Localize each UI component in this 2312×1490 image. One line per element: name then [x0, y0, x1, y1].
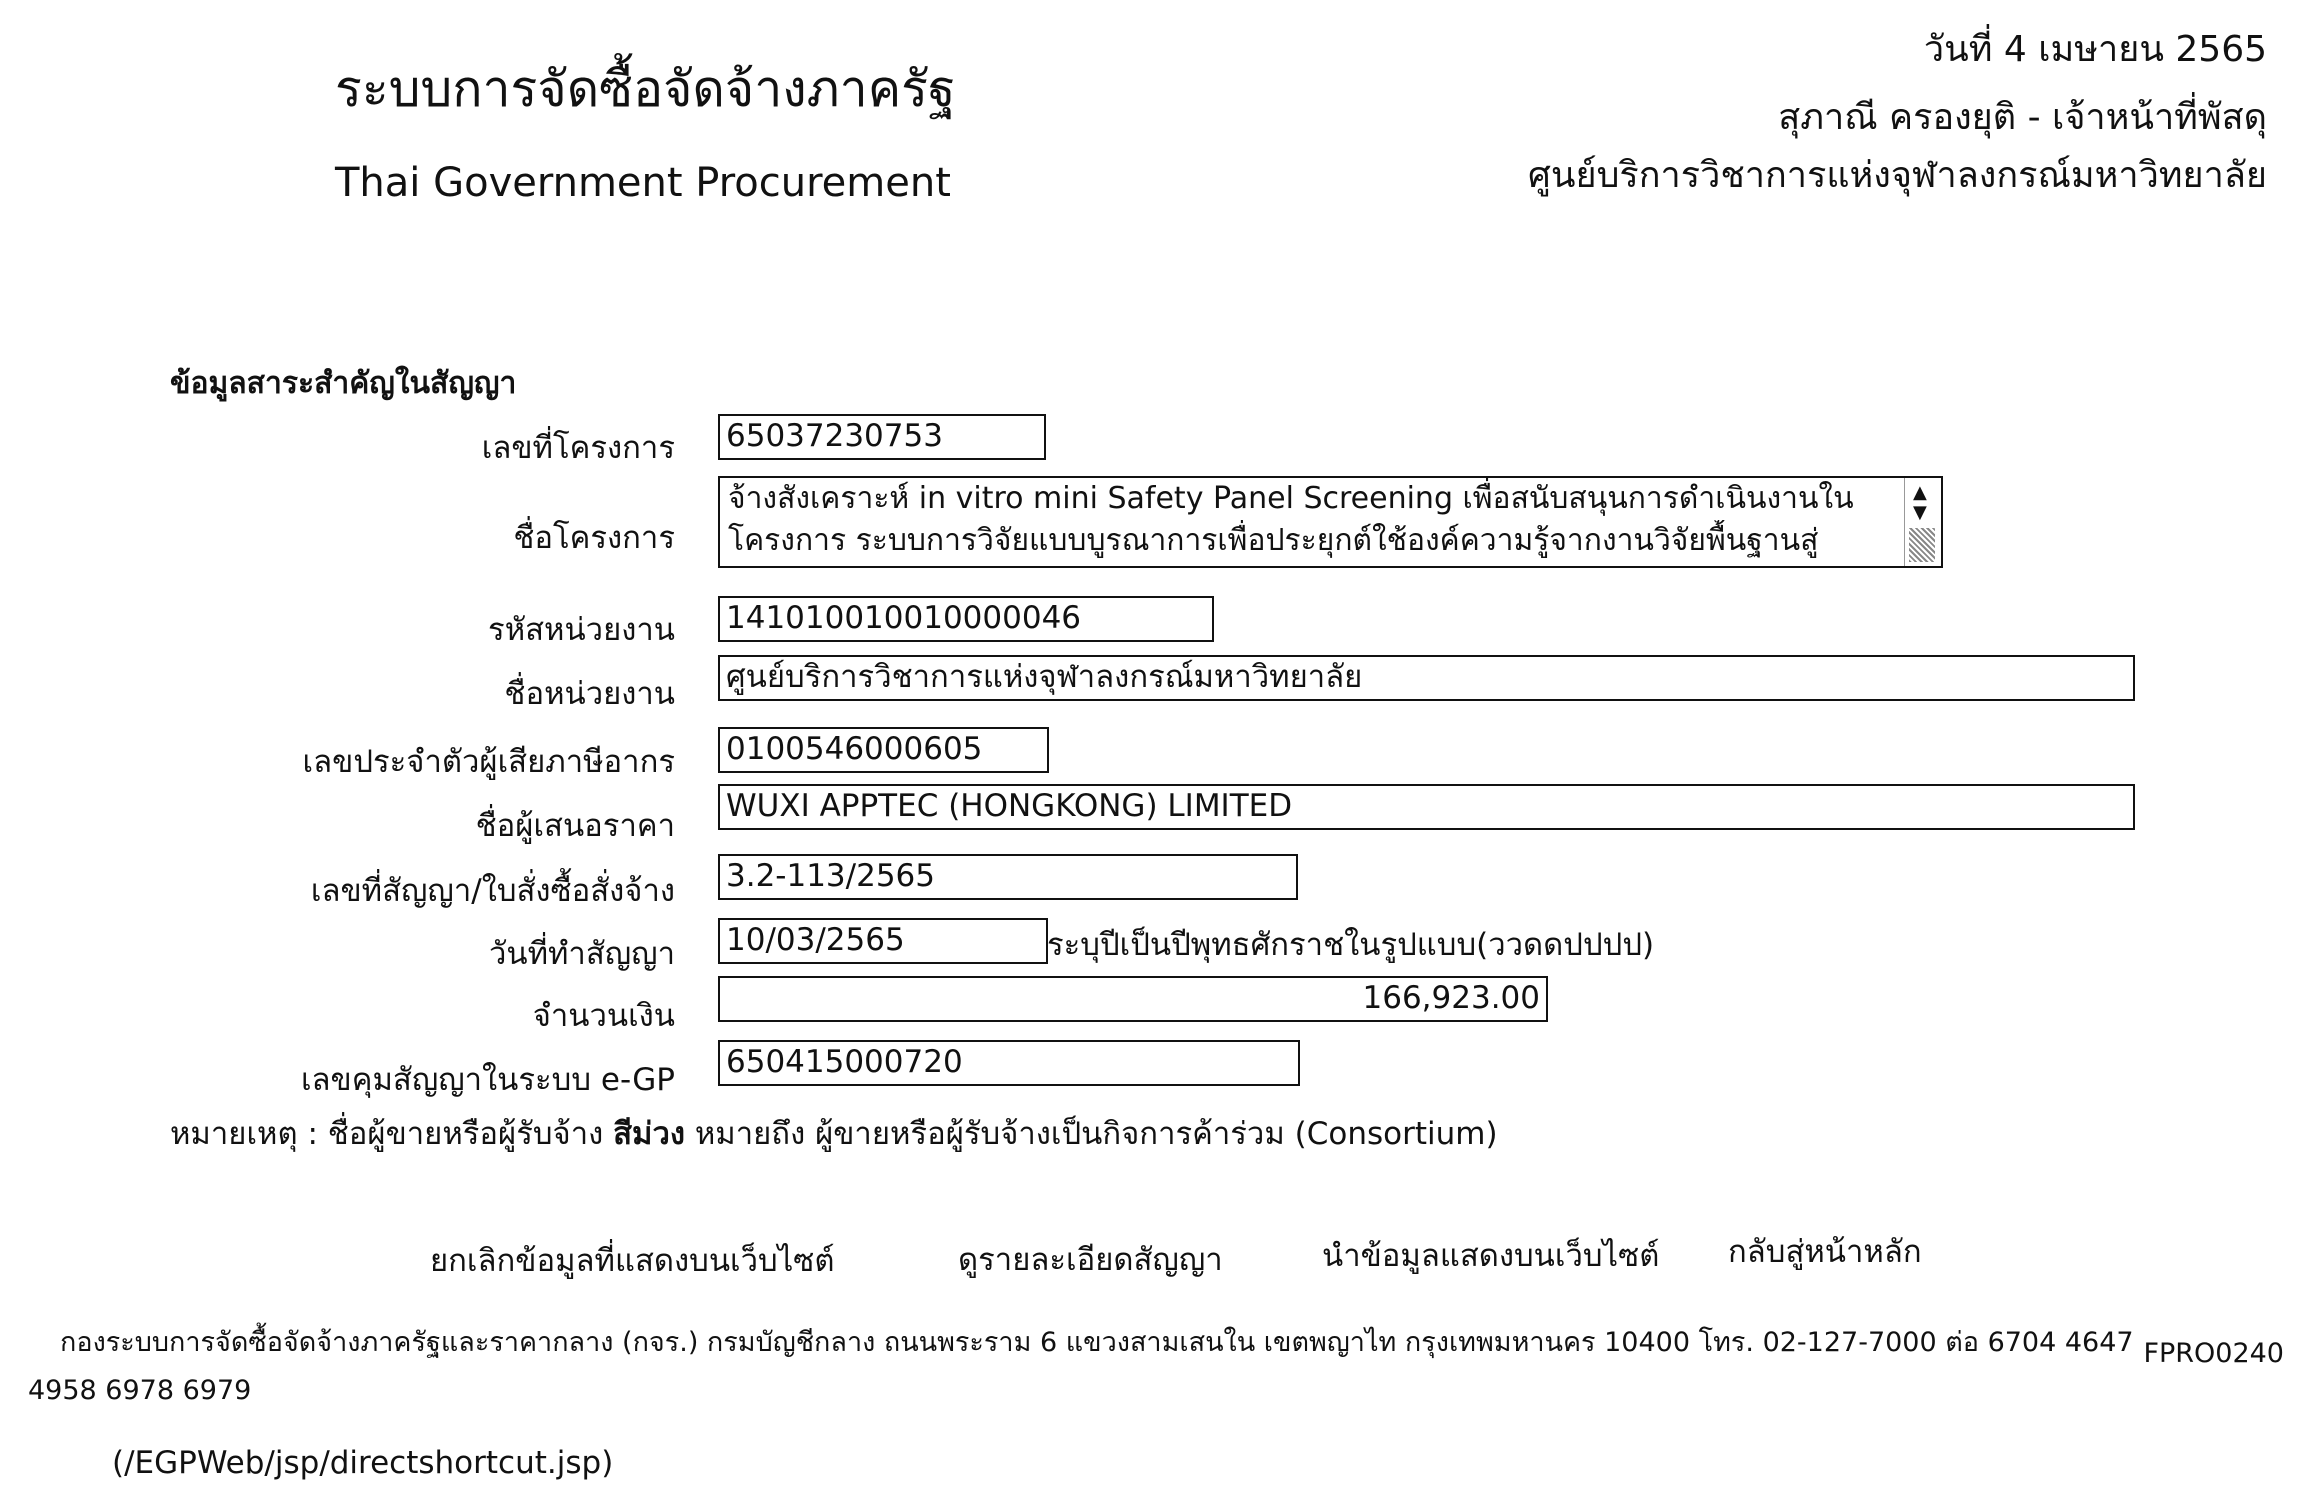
consortium-note	[170, 1108, 1498, 1158]
tax-id-label: เลขประจำตัวผู้เสียภาษีอากร	[302, 744, 675, 780]
agency-code-field[interactable]: 141010010010000046	[718, 596, 1214, 642]
chevron-down-icon[interactable]: ▼	[1913, 502, 1927, 523]
project-name-line1: จ้างสังเคราะห์ in vitro mini Safety Panel Screening เพื่อสนับสนุนการดำเนินงานใน	[728, 481, 1854, 516]
textarea-scrollbar[interactable]	[1904, 478, 1941, 566]
note-highlight: สีม่วง	[613, 1116, 686, 1152]
cancel-display-link[interactable]: ยกเลิกข้อมูลที่แสดงบนเว็บไซต์	[430, 1243, 835, 1279]
project-no-label: เลขที่โครงการ	[481, 430, 675, 466]
project-name-textarea[interactable]	[718, 476, 1943, 568]
egp-control-field[interactable]: 650415000720	[718, 1040, 1300, 1086]
page-path: (/EGPWeb/jsp/directshortcut.jsp)	[112, 1445, 614, 1481]
back-home-link[interactable]: กลับสู่หน้าหลัก	[1728, 1234, 1922, 1270]
agency-code-label: รหัสหน่วยงาน	[488, 612, 675, 648]
system-name-th: ระบบการจัดซื้อจัดจ้างภาครัฐ	[335, 60, 956, 118]
bidder-name-field[interactable]: WUXI APPTEC (HONGKONG) LIMITED	[718, 784, 2135, 830]
view-details-link[interactable]: ดูรายละเอียดสัญญา	[958, 1242, 1223, 1278]
chevron-up-icon[interactable]: ▲	[1913, 482, 1927, 503]
amount-label: จำนวนเงิน	[532, 998, 675, 1034]
note-suffix: หมายถึง ผู้ขายหรือผู้รับจ้างเป็นกิจการค้าร่วม (Consortium)	[685, 1116, 1498, 1152]
contract-date-label: วันที่ทำสัญญา	[488, 936, 675, 972]
contract-no-field[interactable]: 3.2-113/2565	[718, 854, 1298, 900]
contract-no-label: เลขที่สัญญา/ใบสั่งซื้อสั่งจ้าง	[310, 873, 675, 909]
publish-link[interactable]: นำข้อมูลแสดงบนเว็บไซต์	[1322, 1238, 1660, 1274]
egp-control-label: เลขคุมสัญญาในระบบ e-GP	[300, 1062, 675, 1098]
project-name-line2: โครงการ ระบบการวิจัยแบบบูรณาการเพื่อประยุกต์ใช้องค์ความรู้จากงานวิจัยพื้นฐานสู่	[728, 523, 1819, 558]
amount-field[interactable]: 166,923.00	[718, 976, 1548, 1022]
bidder-name-label: ชื่อผู้เสนอราคา	[475, 808, 675, 844]
footer-address-line2: 4958 6978 6979	[28, 1375, 252, 1406]
tax-id-field[interactable]: 0100546000605	[718, 727, 1049, 773]
contract-date-field[interactable]: 10/03/2565	[718, 918, 1048, 964]
project-name-label: ชื่อโครงการ	[513, 520, 675, 556]
page-code: FPRO0240	[2143, 1338, 2284, 1369]
section-title: ข้อมูลสาระสำคัญในสัญญา	[170, 366, 517, 401]
system-name-en: Thai Government Procurement	[335, 160, 951, 206]
header-date: วันที่ 4 เมษายน 2565	[1923, 29, 2267, 70]
note-prefix: หมายเหตุ : ชื่อผู้ขายหรือผู้รับจ้าง	[170, 1116, 614, 1152]
agency-name-label: ชื่อหน่วยงาน	[504, 676, 675, 712]
header-user: สุภาณี ครองยุติ - เจ้าหน้าที่พัสดุ	[1778, 97, 2267, 138]
project-no-field[interactable]: 65037230753	[718, 414, 1046, 460]
contract-date-hint: ระบุปีเป็นปีพุทธศักราชในรูปแบบ(ววดดปปปป)	[1047, 927, 1655, 963]
agency-name-field[interactable]: ศูนย์บริการวิชาการแห่งจุฬาลงกรณ์มหาวิทยาลัย	[718, 655, 2135, 701]
header-organization: ศูนย์บริการวิชาการแห่งจุฬาลงกรณ์มหาวิทยาลัย	[1528, 155, 2267, 196]
footer-address-line1: กองระบบการจัดซื้อจัดจ้างภาครัฐและราคากลาง (กจร.) กรมบัญชีกลาง ถนนพระราม 6 แขวงสามเสนใน เขตพญาไท กรุงเทพมหานคร 10400 โทร. 02-127-7000 ต่อ 6704 4647	[60, 1327, 2134, 1358]
scroll-thumb[interactable]	[1909, 528, 1935, 562]
